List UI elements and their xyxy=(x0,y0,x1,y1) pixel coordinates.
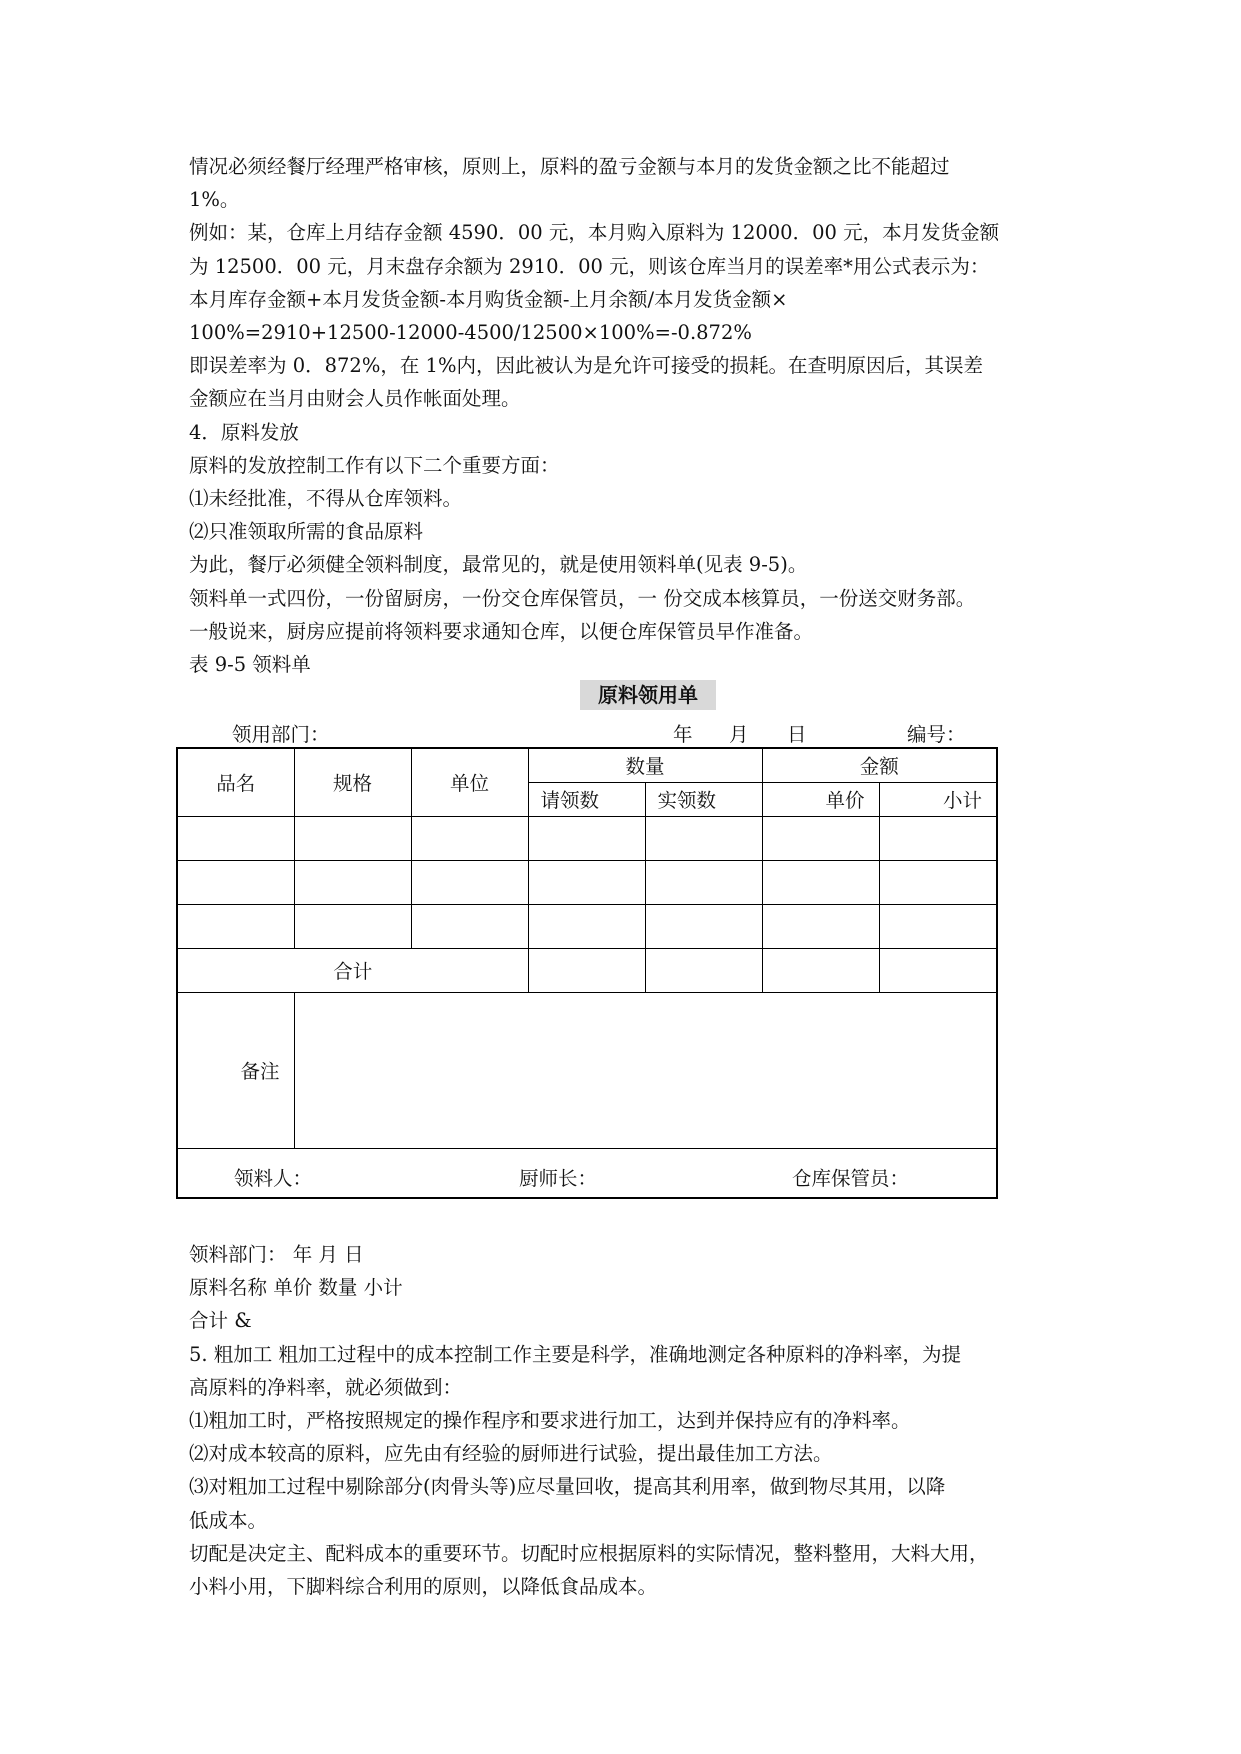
paragraph-line: 小料小用，下脚料综合利用的原则，以降低食品成本。 xyxy=(189,1575,658,1599)
chef-label: 厨师长： xyxy=(519,1166,598,1190)
table-cell[interactable] xyxy=(762,816,879,860)
table-row xyxy=(177,904,997,948)
number-label: 编号： xyxy=(907,723,966,746)
total-row xyxy=(177,948,997,992)
table-cell[interactable] xyxy=(294,816,411,860)
table-cell[interactable] xyxy=(762,948,879,992)
table-cell[interactable] xyxy=(528,860,645,904)
body-text-top xyxy=(189,150,1089,681)
table-cell[interactable] xyxy=(294,904,411,948)
keeper-label: 仓库保管员： xyxy=(792,1166,910,1190)
table-cell[interactable] xyxy=(177,860,294,904)
table-row xyxy=(177,860,997,904)
table-cell[interactable] xyxy=(528,816,645,860)
remarks-field[interactable] xyxy=(294,992,997,1148)
header-cell-unit-price: 单价 xyxy=(762,782,879,816)
paragraph-line: 为 12500．00 元，月末盘存余额为 2910．00 元，则该仓库当月的误差率*用公式表示为： xyxy=(189,254,990,278)
table-cell[interactable] xyxy=(645,816,762,860)
dept-label: 领用部门： xyxy=(232,723,330,746)
table-cell[interactable] xyxy=(411,860,528,904)
paragraph-line: 例如：某，仓库上月结存金额 4590．00 元，本月购入原料为 12000．00 元，本月发货金额 xyxy=(189,221,1000,245)
table-header-row xyxy=(177,748,997,782)
paragraph-line: 高原料的净料率，就必须做到： xyxy=(189,1375,463,1399)
paragraph-line: 原料的发放控制工作有以下二个重要方面： xyxy=(189,453,560,477)
table-caption: 表 9-5 领料单 xyxy=(189,653,311,677)
table-cell[interactable] xyxy=(177,816,294,860)
header-cell-unit: 单位 xyxy=(411,748,528,816)
paragraph-line: 1%。 xyxy=(189,188,240,212)
paragraph-line: 本月库存金额+本月发货金额-本月购货金额-上月余额/本月发货金额× xyxy=(189,287,788,311)
paragraph-line: 领料单一式四份，一份留厨房，一份交仓库保管员，一 份交成本核算员，一份送交财务部。 xyxy=(189,586,976,610)
receiver-label: 领料人： xyxy=(234,1166,313,1190)
paragraph-line: 金额应在当月由财会人员作帐面处理。 xyxy=(189,387,521,411)
list-item: ⑵对成本较高的原料，应先由有经验的厨师进行试验，提出最佳加工方法。 xyxy=(189,1442,833,1466)
table-cell[interactable] xyxy=(177,904,294,948)
form-header xyxy=(176,715,996,747)
list-item: ⑴粗加工时，严格按照规定的操作程序和要求进行加工，达到并保持应有的净料率。 xyxy=(189,1409,911,1433)
paragraph-line: 合计 & xyxy=(189,1309,252,1333)
header-cell-amount: 金额 xyxy=(762,748,997,782)
day-label: 日 xyxy=(787,723,807,746)
month-label: 月 xyxy=(729,723,749,746)
list-item: ⑴未经批准，不得从仓库领料。 xyxy=(189,487,463,511)
paragraph-line: 切配是决定主、配料成本的重要环节。切配时应根据原料的实际情况，整料整用，大料大用， xyxy=(189,1541,989,1565)
table-cell[interactable] xyxy=(411,816,528,860)
table-cell[interactable] xyxy=(879,948,997,992)
table-cell[interactable] xyxy=(294,860,411,904)
table-cell[interactable] xyxy=(528,948,645,992)
paragraph-line: 情况必须经餐厅经理严格审核，原则上，原料的盈亏金额与本月的发货金额之比不能超过 xyxy=(189,155,950,178)
remarks-label: 备注 xyxy=(177,992,294,1148)
table-cell[interactable] xyxy=(645,860,762,904)
paragraph-line: 原料名称 单价 数量 小计 xyxy=(189,1276,403,1300)
header-cell-actual: 实领数 xyxy=(645,782,762,816)
paragraph-line: 即误差率为 0．872%，在 1%内，因此被认为是允许可接受的损耗。在查明原因后，其误差 xyxy=(189,354,983,378)
header-cell-subtotal: 小计 xyxy=(879,782,997,816)
list-item: ⑶对粗加工过程中剔除部分(肉骨头等)应尽量回收，提高其利用率，做到物尽其用，以降 xyxy=(189,1475,946,1499)
form-title: 原料领用单 xyxy=(580,680,716,710)
paragraph-line: 低成本。 xyxy=(189,1508,268,1532)
requisition-table xyxy=(176,747,998,1199)
table-cell[interactable] xyxy=(411,904,528,948)
body-text-bottom xyxy=(189,1238,1089,1603)
total-label: 合计 xyxy=(177,948,528,992)
table-cell[interactable] xyxy=(879,816,997,860)
header-cell-quantity: 数量 xyxy=(528,748,762,782)
section-heading: 4．原料发放 xyxy=(189,420,299,444)
header-cell-spec: 规格 xyxy=(294,748,411,816)
signature-cell xyxy=(177,1148,997,1198)
table-cell[interactable] xyxy=(762,860,879,904)
paragraph-line: 领料部门： 年 月 日 xyxy=(189,1243,364,1266)
table-row xyxy=(177,816,997,860)
paragraph-line: 100%=2910+12500-12000-4500/12500×100%=-0.872% xyxy=(189,321,752,345)
year-label: 年 xyxy=(673,723,693,746)
list-item: ⑵只准领取所需的食品原料 xyxy=(189,520,424,544)
section-heading: 5. 粗加工 粗加工过程中的成本控制工作主要是科学，准确地测定各种原料的净料率，为提 xyxy=(189,1342,962,1366)
table-cell[interactable] xyxy=(645,904,762,948)
table-cell[interactable] xyxy=(528,904,645,948)
paragraph-line: 为此，餐厅必须健全领料制度，最常见的，就是使用领料单(见表 9-5)。 xyxy=(189,553,808,577)
table-cell[interactable] xyxy=(645,948,762,992)
signature-row xyxy=(177,1148,997,1198)
table-cell[interactable] xyxy=(879,904,997,948)
paragraph-line: 一般说来，厨房应提前将领料要求通知仓库，以便仓库保管员早作准备。 xyxy=(189,619,814,643)
header-cell-requested: 请领数 xyxy=(528,782,645,816)
header-cell-name: 品名 xyxy=(177,748,294,816)
table-cell[interactable] xyxy=(879,860,997,904)
table-cell[interactable] xyxy=(762,904,879,948)
remarks-row xyxy=(177,992,997,1148)
